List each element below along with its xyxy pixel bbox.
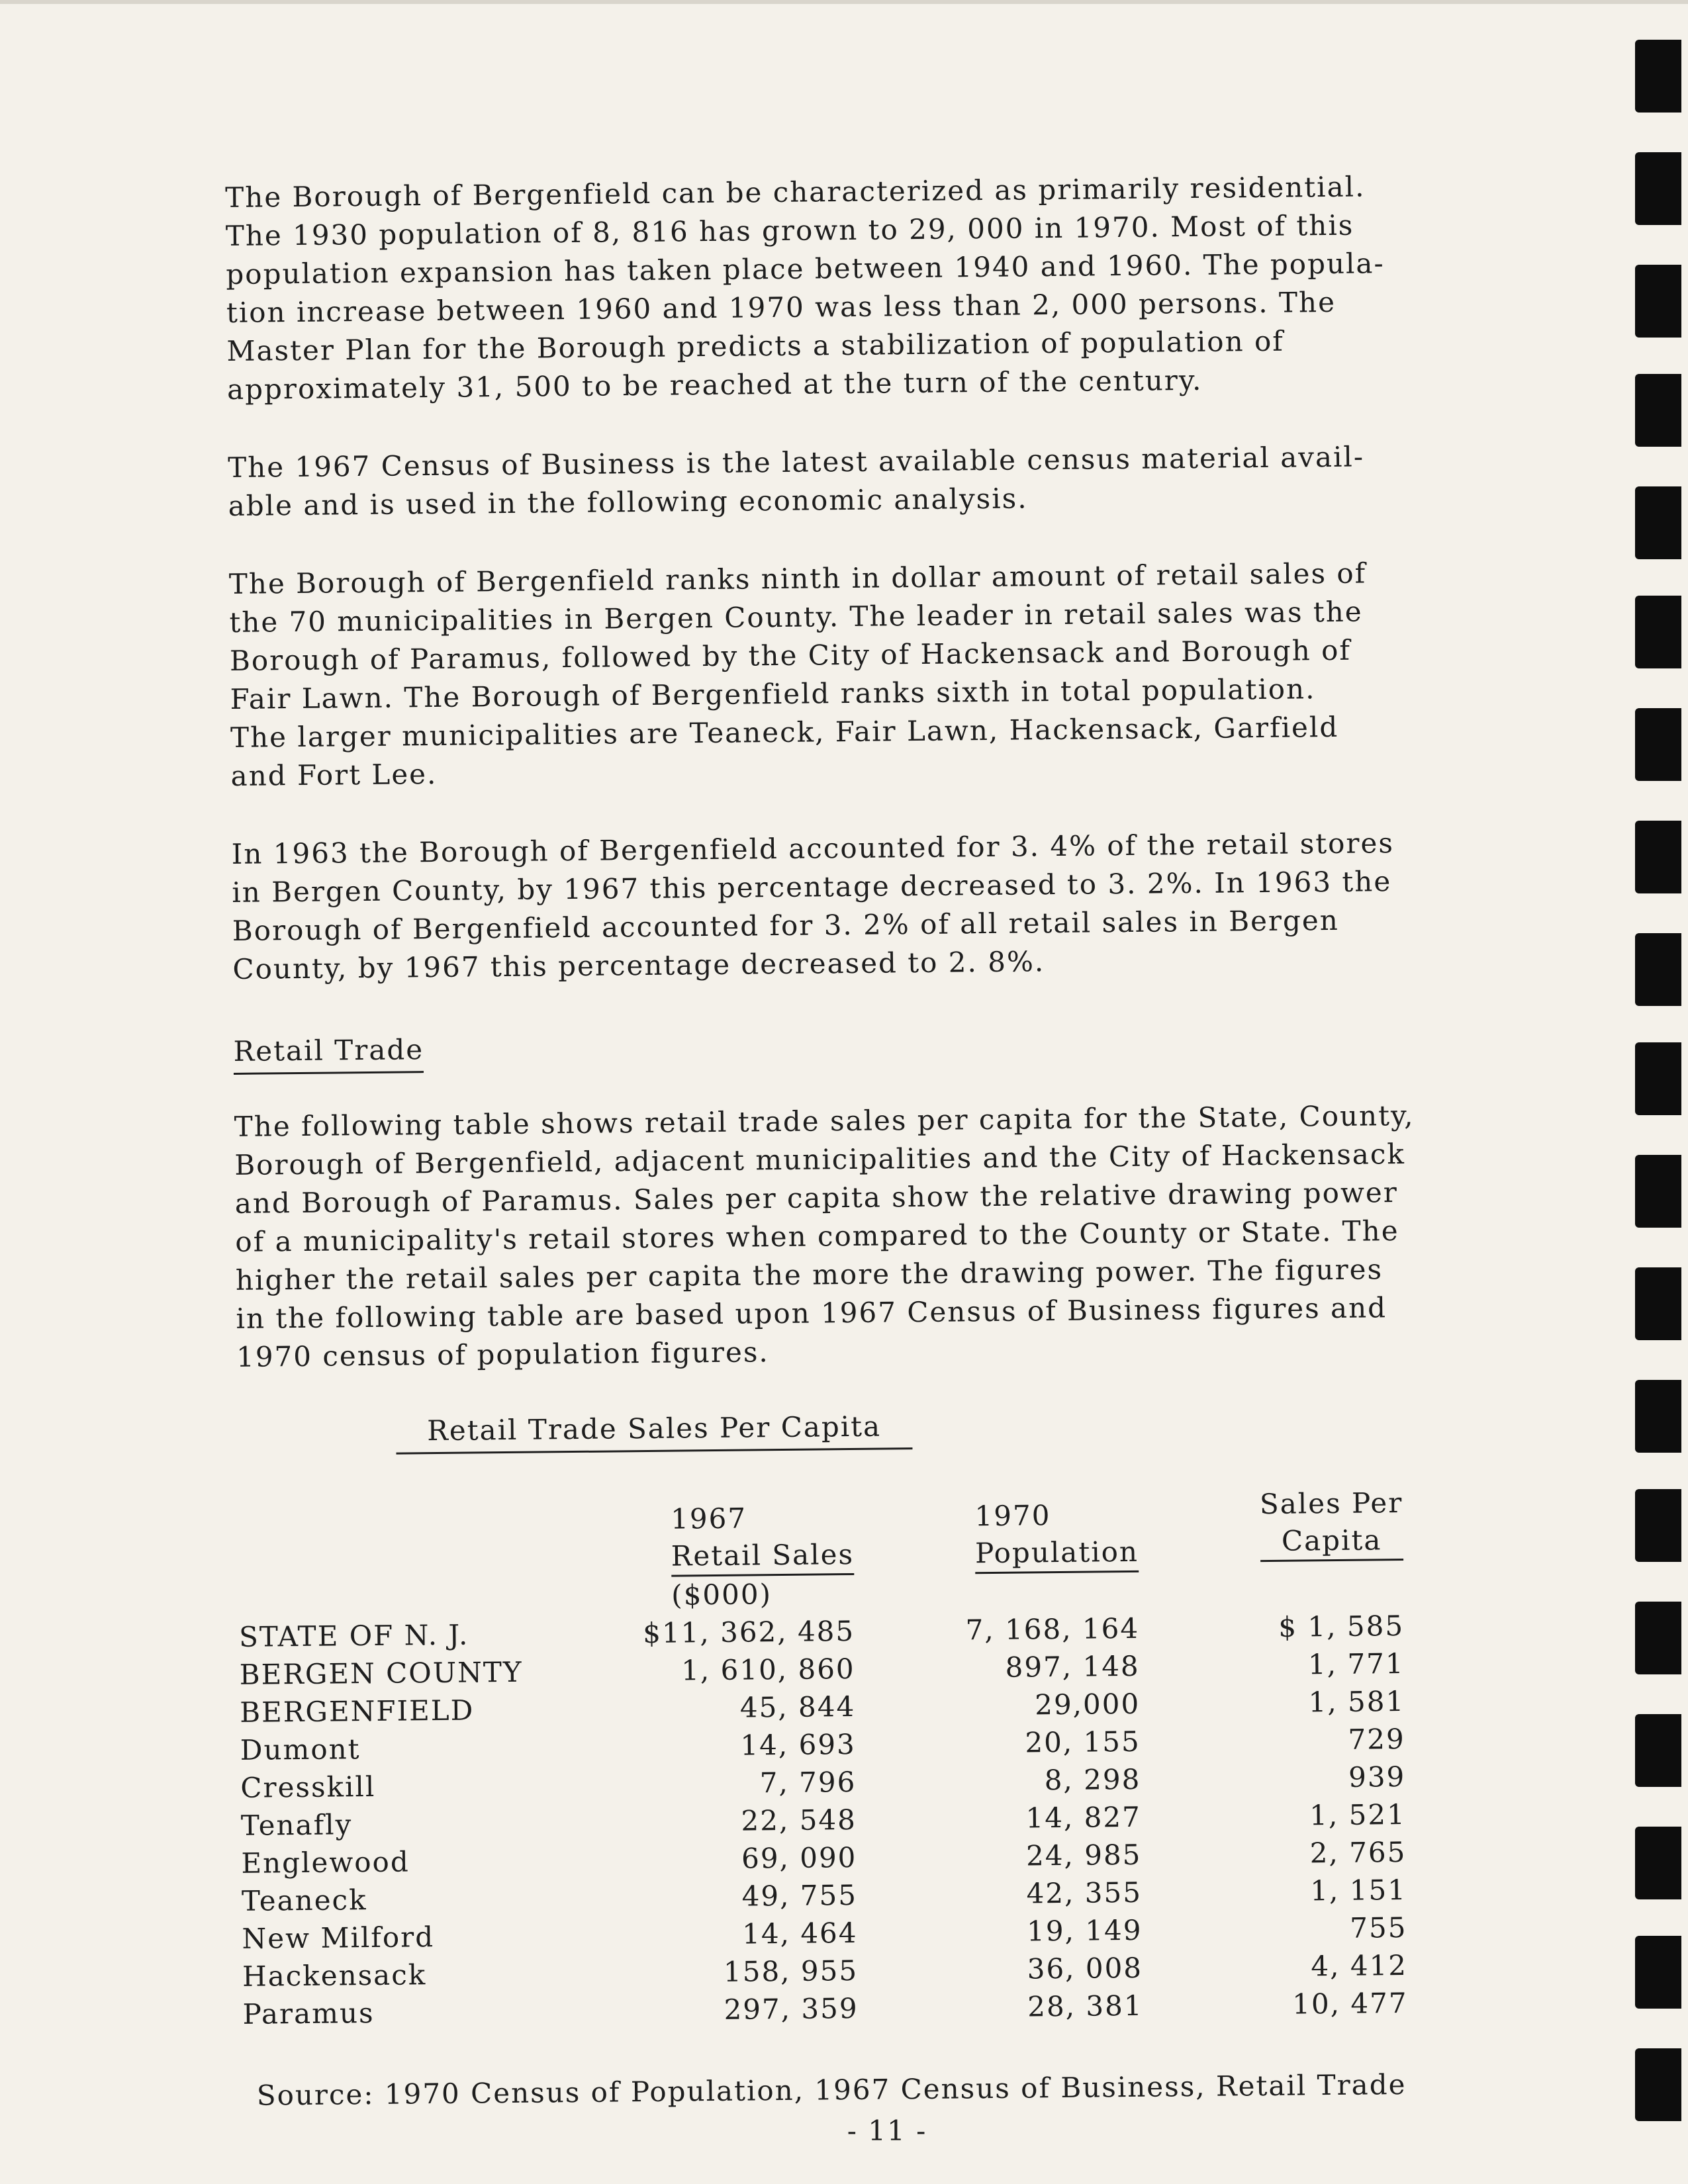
row-name: STATE OF N. J. [238,1618,469,1653]
header-per-capita [1138,1484,1404,1610]
row-name: BERGEN COUNTY [239,1655,523,1691]
page-content [225,167,1501,2112]
header-sales-unit: ($000) [671,1578,773,1612]
binding-hole [1635,1489,1681,1562]
binding-hole [1635,374,1681,447]
row-per-capita: 1, 151 [1310,1873,1407,1907]
row-per-capita: 729 [1348,1722,1405,1756]
binding-hole [1635,1936,1681,2009]
row-population: 20, 155 [1025,1725,1141,1759]
row-per-capita: 1, 581 [1308,1684,1405,1719]
row-population: 36, 008 [1027,1951,1143,1985]
row-name: Englewood [241,1845,410,1880]
paragraph-retail-trade: The following table shows retail trade sales per capita for the State, County, Borough of Bergenfield, adjacent municipalities and the City of Hackensack and Borough of Paramus. Sales per capita show the relative drawing power of a municipality's retail stores when compared to the County or State. The higher the retail sales per capita the more the drawing power. The figures in the following table are based upon 1967 Census of Business figures and 1970 census of population figures. [234,1099,1415,1373]
row-per-capita: 2, 765 [1309,1835,1407,1870]
header-sales-year: 1967 [670,1502,747,1535]
row-population: 28, 381 [1027,1989,1143,2023]
table-caption: Retail Trade Sales Per Capita [396,1410,913,1454]
binding-hole [1635,1602,1681,1674]
row-population: 29,000 [1034,1687,1141,1721]
binding-hole [1635,152,1681,225]
header-blank [238,1492,636,1618]
paragraph-population: The Borough of Bergenfield can be characterized as primarily residential. The 1930 population of 8, 816 has grown to 29, 000 in 1970. Most of this population expansion has taken place between 1940 and 1960. The popula- tion increase between 1960 and 1970 was less than 2, 000 persons. The Master Plan for the Borough predicts a stabilization of population of approximately 31, 500 to be reached at the turn of the century. [225,170,1385,406]
page-top-edge [0,0,1688,4]
row-population: 42, 355 [1026,1876,1143,1910]
row-sales: 69, 090 [741,1841,857,1875]
row-sales: 49, 755 [741,1878,858,1913]
paragraph-ranking: The Borough of Bergenfield ranks ninth in dollar amount of retail sales of the 70 municipalities in Bergen County. The leader in retail sales was the Borough of Paramus, followed by the City of Hackensack and Borough of Fair Lawn. The Borough of Bergenfield ranks sixth in total population. The larger municipalities are Teaneck, Fair Lawn, Hackensack, Garfield and Fort Lee. [228,557,1367,792]
row-population: 7, 168, 164 [965,1612,1140,1647]
header-sales-label: Retail Sales [671,1536,854,1577]
paragraph-census: The 1967 Census of Business is the latest available census material avail- able and is used in the following economic analysis. [227,440,1365,522]
row-sales: 7, 796 [759,1765,857,1799]
binding-hole [1635,40,1681,113]
binding-hole [1635,1267,1681,1340]
header-capita-line2: Capita [1260,1522,1403,1562]
binding-hole [1635,1827,1681,1899]
header-population [853,1487,1139,1612]
retail-sales-table [238,1484,1408,2033]
row-name: Dumont [240,1733,361,1766]
binding-hole [1635,1714,1681,1787]
row-sales: 1, 610, 860 [680,1652,855,1687]
row-per-capita: 10, 477 [1292,1986,1408,2021]
binding-hole [1635,2048,1681,2121]
binding-hole [1635,596,1681,668]
header-pop-year: 1970 [974,1499,1051,1533]
paragraph-percentages: In 1963 the Borough of Bergenfield accounted for 3. 4% of the retail stores in Bergen County, by 1967 this percentage decreased to 3. 2%. In 1963 the Borough of Bergenfield accounted for 3. 2% of all retail sales in Bergen County, by 1967 this percentage decreased to 2. 8%. [231,827,1395,985]
row-sales: 22, 548 [741,1803,857,1837]
section-heading-retail-trade: Retail Trade [233,1033,424,1075]
row-population: 8, 298 [1044,1762,1141,1797]
binding-hole [1635,265,1681,338]
row-per-capita: 939 [1348,1760,1406,1794]
row-per-capita: 1, 521 [1309,1797,1407,1832]
table-header-row [238,1484,1404,1618]
source-note: Source: 1970 Census of Population, 1967 Census of Business, Retail Trade [256,2068,1407,2112]
binding-hole [1635,933,1681,1006]
row-per-capita: $ 1, 585 [1278,1610,1405,1643]
row-sales: 297, 359 [724,1991,859,2026]
row-per-capita: 4, 412 [1311,1948,1408,1983]
header-capita-line1: Sales Per [1259,1486,1403,1521]
binding-hole [1635,1155,1681,1228]
row-population: 897, 148 [1005,1649,1140,1684]
row-sales: 14, 693 [740,1727,856,1762]
row-sales: 158, 955 [723,1954,859,1988]
row-name: New Milford [242,1921,435,1955]
row-name: Tenafly [240,1808,353,1842]
page-number: - 11 - [847,2115,927,2147]
row-population: 14, 827 [1025,1800,1142,1835]
binding-hole [1635,708,1681,781]
row-population: 19, 149 [1026,1913,1143,1948]
binding-hole [1635,486,1681,559]
row-name: Hackensack [242,1958,427,1993]
row-per-capita: 1, 771 [1307,1647,1405,1681]
row-per-capita: 755 [1350,1911,1407,1944]
binding-hole [1635,821,1681,893]
binding-hole [1635,1042,1681,1115]
row-name: Teaneck [241,1884,367,1917]
row-population: 24, 985 [1025,1838,1142,1872]
row-sales: 14, 464 [741,1916,858,1950]
row-name: Paramus [242,1996,375,2030]
row-sales: $11, 362, 485 [642,1614,855,1650]
row-name: BERGENFIELD [240,1694,475,1729]
row-name: Cresskill [240,1770,376,1804]
binding-hole [1635,1380,1681,1453]
header-pop-label: Population [975,1533,1139,1574]
header-retail-sales [635,1490,855,1614]
row-sales: 45, 844 [739,1690,856,1724]
